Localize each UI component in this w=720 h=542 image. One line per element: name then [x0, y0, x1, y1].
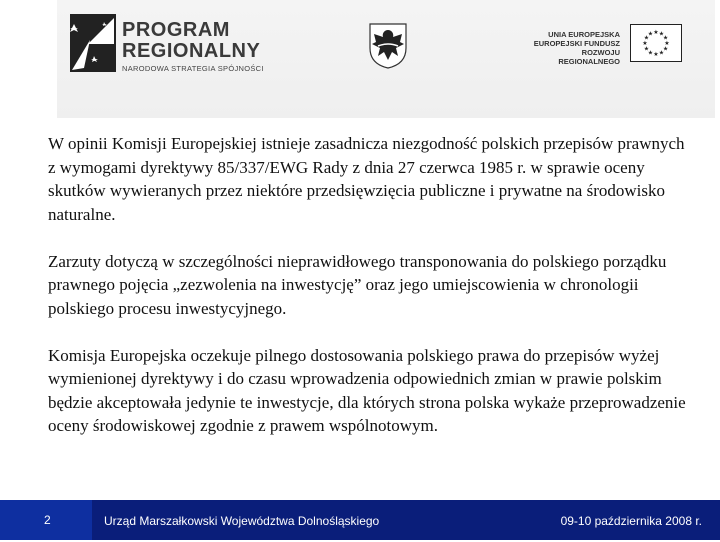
page-number: 2: [0, 500, 92, 540]
eu-star-icon: ★: [653, 52, 659, 58]
eu-star-icon: ★: [662, 46, 669, 53]
eu-flag-icon: [630, 24, 682, 62]
eu-line2: EUROPEJSKI FUNDUSZ: [533, 39, 620, 48]
main-content: [48, 132, 688, 461]
eu-star-icon: ★: [664, 41, 670, 47]
eu-star-icon: ★: [642, 41, 648, 47]
paragraph-3: Komisja Europejska oczekuje pilnego dostosowania polskiego prawa do przepisów wyżej wymienionej dyrektywy i do czasu wprowadzenia odpowiednich zmian w prawie polskim będzie akceptowała jedynie te inwestycje, dla których strona polska wykaże przeprowadzenie oceny środowiskowej zgodnie z prawem wspólnotowym.: [48, 345, 686, 435]
eu-star-icon: ★: [653, 30, 659, 36]
footer-organization: Urząd Marszałkowski Województwa Dolnośląskiego: [104, 514, 380, 528]
eu-line1: UNIA EUROPEJSKA: [548, 30, 620, 39]
program-line1: PROGRAM: [122, 19, 230, 41]
program-line3: NARODOWA STRATEGIA SPÓJNOŚCI: [122, 64, 264, 73]
paragraph-1: W opinii Komisji Europejskiej istnieje zasadnicza niezgodność polskich przepisów prawnych z wymogami dyrektywy 85/337/EWG Rady z dnia 27 czerwca 1985 r. w sprawie oceny skutków wywieranych przez niektóre przedsięwzięcia publiczne i prywatne na środowisko naturalne.: [48, 134, 685, 224]
eu-star-icon: ★: [658, 50, 665, 57]
eu-line3: ROZWOJU REGIONALNEGO: [558, 48, 620, 66]
program-regionalny-logo-icon: [64, 10, 120, 76]
eu-star-icon: ★: [643, 35, 650, 42]
eu-star-icon: ★: [658, 31, 665, 38]
eu-star-icon: ★: [643, 46, 650, 53]
eu-star-icon: ★: [647, 31, 654, 38]
program-line2: REGIONALNY: [122, 40, 261, 62]
eagle-coat-of-arms-icon: [366, 18, 410, 70]
paragraph-2: Zarzuty dotyczą w szczególności nieprawidłowego transponowania do polskiego porządku prawnego pojęcia „zezwolenia na inwestycję” oraz jego umiejscowienia w chronologii polskiego procesu inwestycyjnego.: [48, 251, 667, 318]
footer-date: 09-10 października 2008 r.: [560, 514, 702, 528]
program-regionalny-logotype: [122, 20, 264, 73]
footer-bar: [0, 500, 720, 540]
eu-fund-label: [520, 30, 620, 66]
eu-star-icon: ★: [662, 35, 669, 42]
eu-star-icon: ★: [647, 50, 654, 57]
